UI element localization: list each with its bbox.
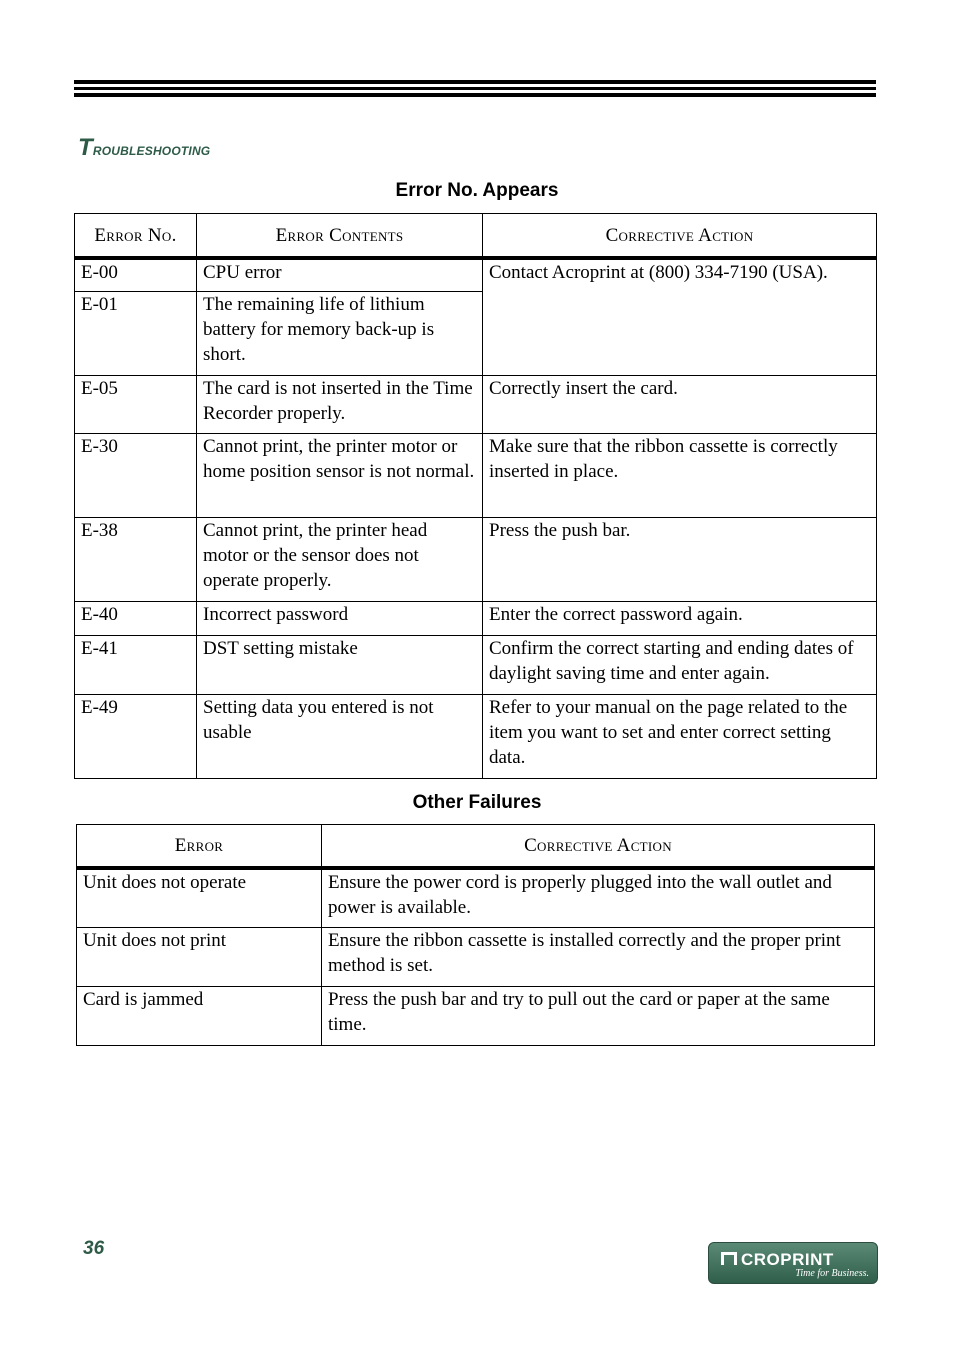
error-table-header-row bbox=[75, 214, 877, 259]
error-code: E-30 bbox=[75, 433, 197, 517]
failures-table bbox=[76, 824, 875, 1046]
corrective-action: Enter the correct password again. bbox=[483, 601, 877, 635]
header-error-no: Error No. bbox=[75, 214, 197, 259]
corrective-action: Ensure the ribbon cassette is installed correctly and the proper print method is set. bbox=[322, 927, 875, 986]
error-code: E-38 bbox=[75, 517, 197, 601]
failure-error: Unit does not print bbox=[77, 927, 322, 986]
error-code: E-01 bbox=[75, 291, 197, 375]
header-error: Error bbox=[77, 825, 322, 869]
header-error-contents: Error Contents bbox=[197, 214, 483, 259]
section-title: Troubleshooting bbox=[78, 134, 211, 161]
logo-a-mark-icon bbox=[721, 1252, 737, 1265]
corrective-action: Press the push bar. bbox=[483, 517, 877, 601]
header-corrective-action: Corrective Action bbox=[483, 214, 877, 259]
error-contents: CPU error bbox=[197, 258, 483, 291]
table-row bbox=[77, 986, 875, 1045]
error-table bbox=[74, 213, 877, 779]
failure-error: Unit does not operate bbox=[77, 868, 322, 927]
failure-error: Card is jammed bbox=[77, 986, 322, 1045]
header-rule-middle bbox=[74, 87, 876, 90]
error-code: E-41 bbox=[75, 635, 197, 694]
error-contents: The card is not inserted in the Time Recorder properly. bbox=[197, 375, 483, 433]
corrective-action: Refer to your manual on the page related to the item you want to set and enter correct setting data. bbox=[483, 694, 877, 778]
table-row bbox=[75, 517, 877, 601]
error-table-caption: Error No. Appears bbox=[395, 180, 559, 201]
error-contents: Cannot print, the printer motor or home position sensor is not normal. bbox=[197, 433, 483, 517]
error-code: E-05 bbox=[75, 375, 197, 433]
error-contents: Cannot print, the printer head motor or the sensor does not operate properly. bbox=[197, 517, 483, 601]
corrective-action: Ensure the power cord is properly plugged into the wall outlet and power is available. bbox=[322, 868, 875, 927]
corrective-action: Correctly insert the card. bbox=[483, 375, 877, 433]
corrective-action: Confirm the correct starting and ending dates of daylight saving time and enter again. bbox=[483, 635, 877, 694]
error-code: E-49 bbox=[75, 694, 197, 778]
table-row bbox=[75, 433, 877, 517]
corrective-action: Contact Acroprint at (800) 334-7190 (USA). bbox=[483, 258, 877, 375]
error-code: E-00 bbox=[75, 258, 197, 291]
logo-name: CROPRINT bbox=[741, 1250, 834, 1269]
page-number: 36 bbox=[83, 1238, 105, 1259]
corrective-action: Press the push bar and try to pull out the card or paper at the same time. bbox=[322, 986, 875, 1045]
table-row bbox=[77, 927, 875, 986]
table-row bbox=[75, 694, 877, 778]
acroprint-logo bbox=[708, 1242, 878, 1284]
header-corrective-action: Corrective Action bbox=[322, 825, 875, 869]
failures-table-caption: Other Failures bbox=[412, 792, 542, 813]
error-contents: The remaining life of lithium battery for memory back-up is short. bbox=[197, 291, 483, 375]
error-contents: Incorrect password bbox=[197, 601, 483, 635]
error-code: E-40 bbox=[75, 601, 197, 635]
table-row bbox=[75, 258, 877, 291]
header-rule-bottom bbox=[74, 93, 876, 97]
corrective-action: Make sure that the ribbon cassette is correctly inserted in place. bbox=[483, 433, 877, 517]
table-row bbox=[75, 375, 877, 433]
error-contents: Setting data you entered is not usable bbox=[197, 694, 483, 778]
failures-table-header-row bbox=[77, 825, 875, 869]
table-row bbox=[75, 601, 877, 635]
table-row bbox=[75, 635, 877, 694]
table-row bbox=[77, 868, 875, 927]
error-contents: DST setting mistake bbox=[197, 635, 483, 694]
logo-tagline: Time for Business. bbox=[795, 1268, 869, 1279]
header-rule-top bbox=[74, 80, 876, 84]
